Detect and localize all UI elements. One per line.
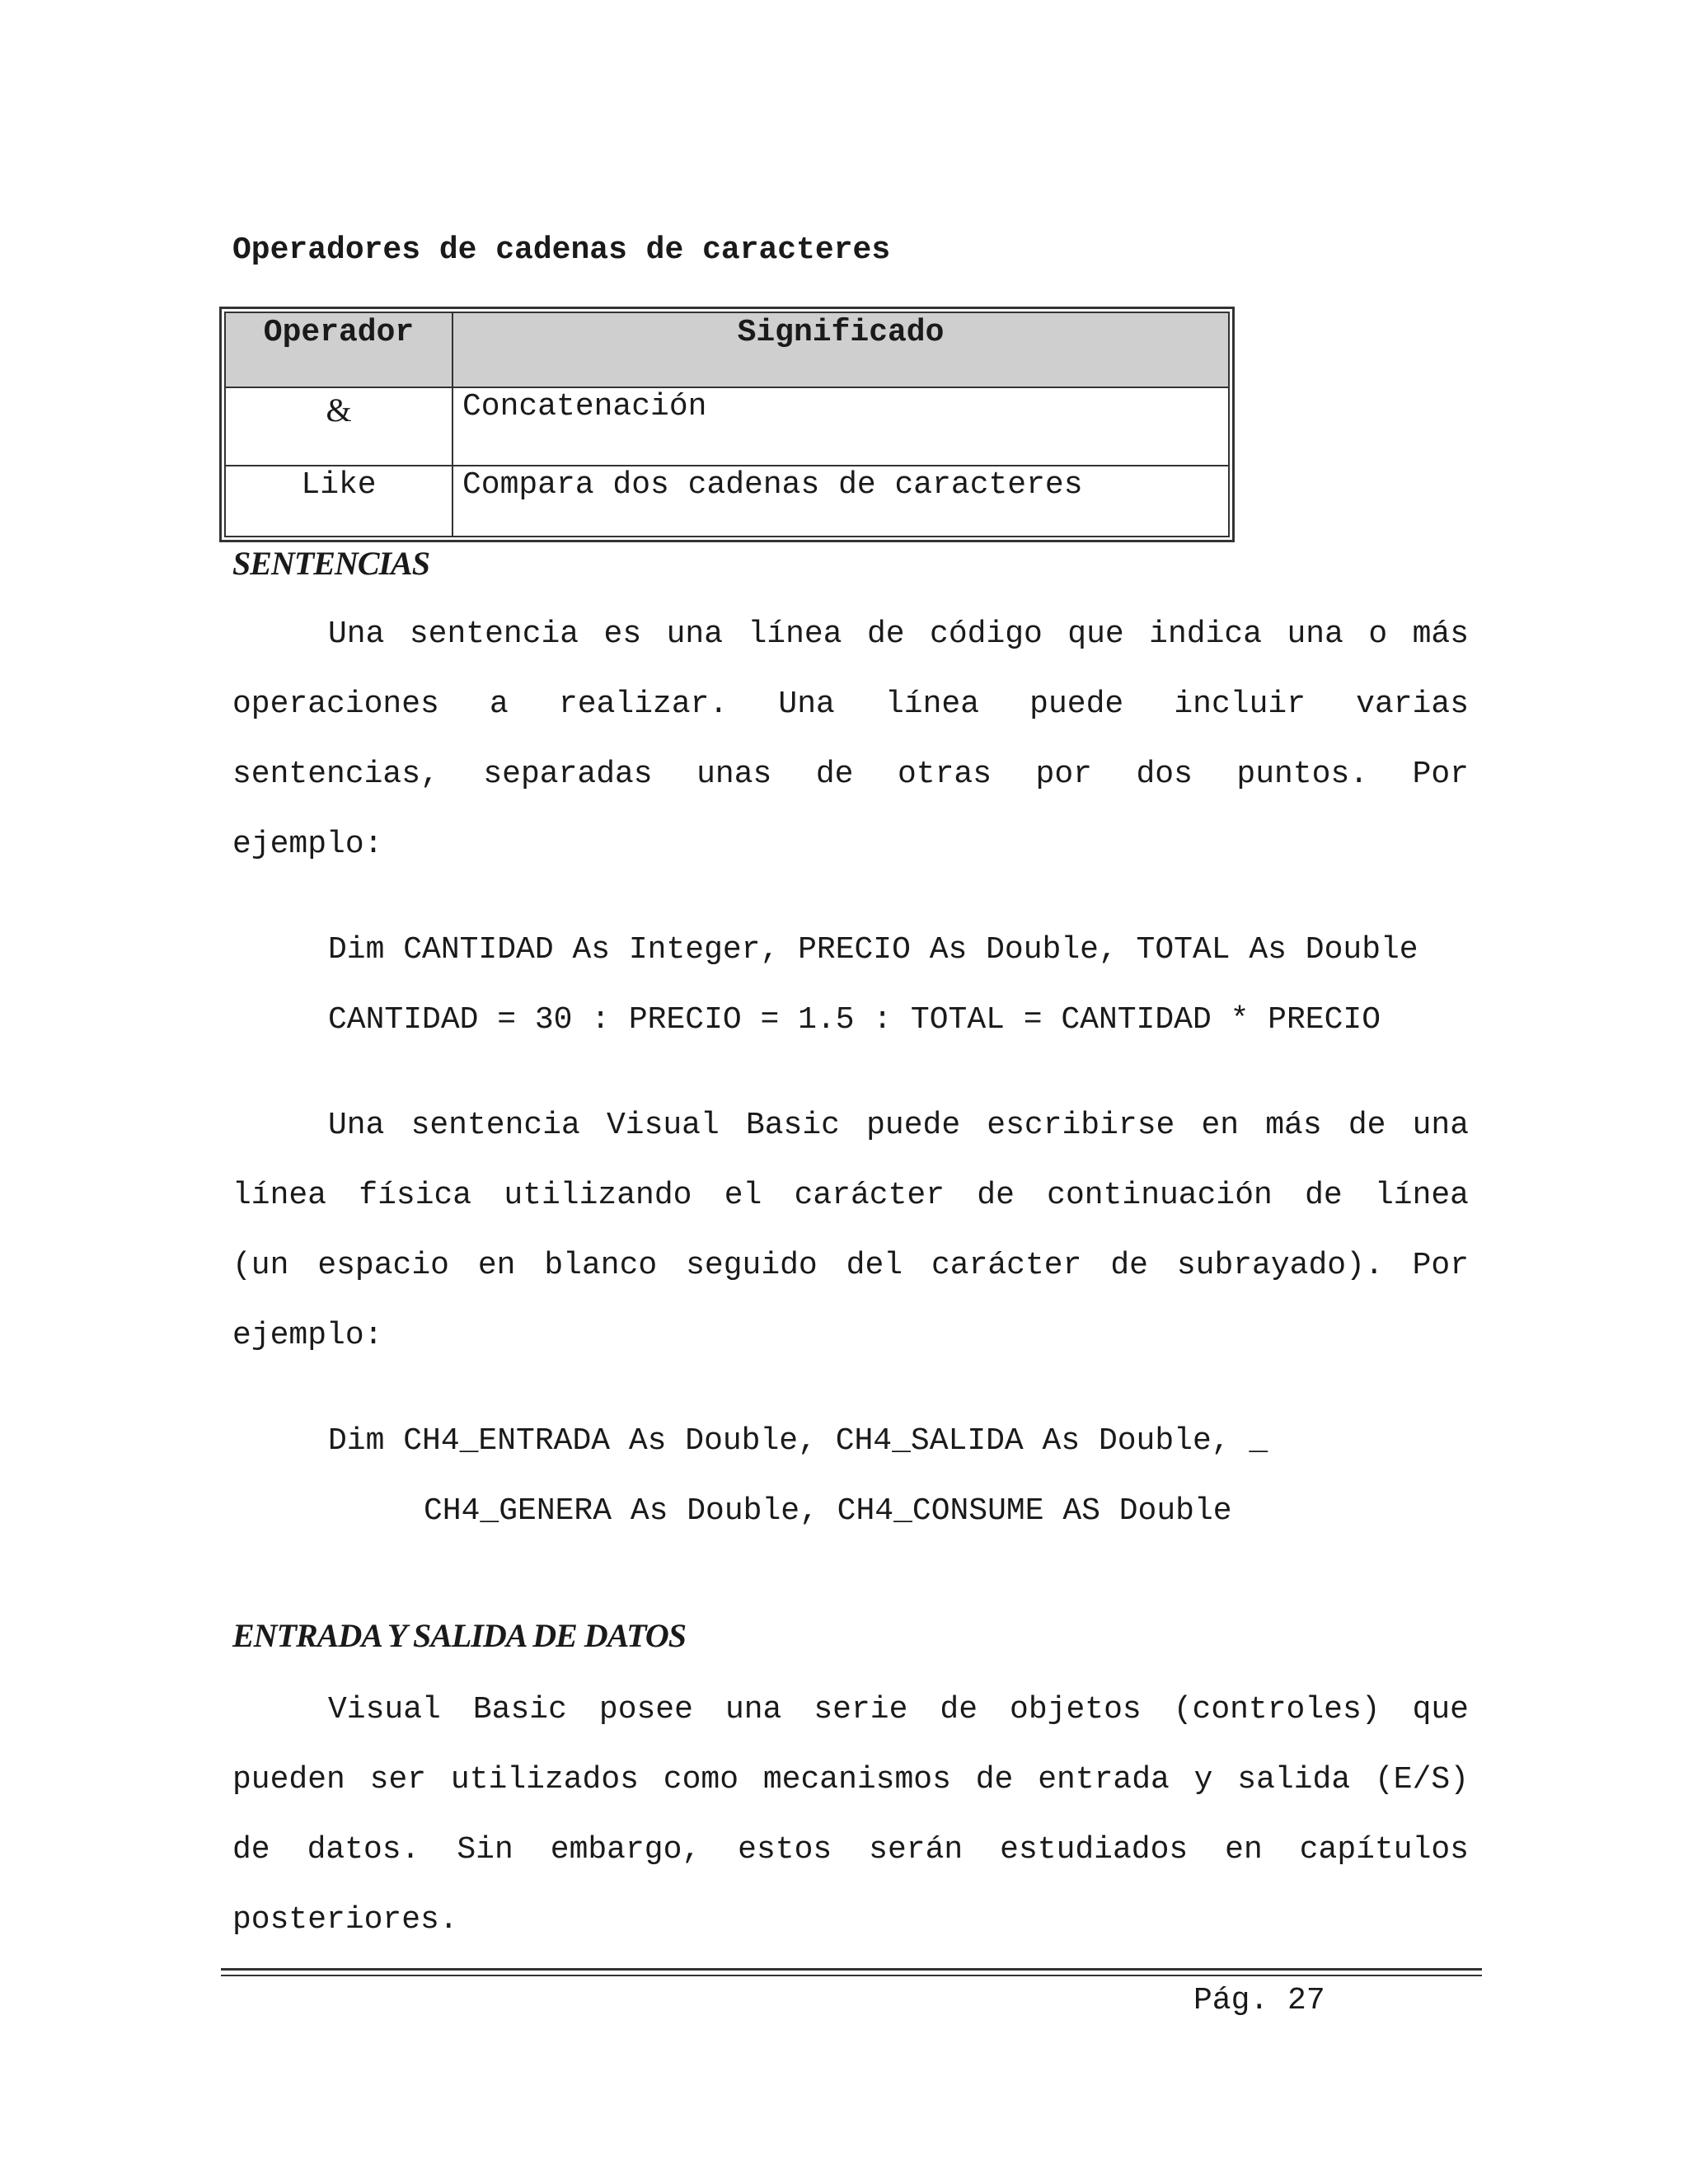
sentencias-heading: SENTENCIAS xyxy=(232,545,429,582)
table-cell-operator: & xyxy=(326,391,352,429)
paragraph-line: Una sentencia es una línea de código que indica una o más xyxy=(328,616,1469,652)
paragraph-line: Visual Basic posee una serie de objetos (controles) que xyxy=(328,1692,1469,1727)
table-cell-meaning: Compara dos cadenas de caracteres xyxy=(462,467,1083,503)
code-line: Dim CANTIDAD As Integer, PRECIO As Double, TOTAL As Double xyxy=(328,932,1418,968)
paragraph-line: sentencias, separadas unas de otras por dos puntos. Por xyxy=(232,757,1469,792)
paragraph-line: (un espacio en blanco seguido del carácter de subrayado). Por xyxy=(232,1248,1469,1283)
paragraph-line: operaciones a realizar. Una línea puede incluir varias xyxy=(232,687,1469,722)
section-title: Operadores de cadenas de caracteres xyxy=(232,232,891,268)
table-header-meaning: Significado xyxy=(737,315,945,350)
paragraph-line: Una sentencia Visual Basic puede escribirse en más de una xyxy=(328,1108,1469,1143)
table-header-operator: Operador xyxy=(263,315,415,350)
footer-rule xyxy=(221,1968,1482,1971)
code-line: Dim CH4_ENTRADA As Double, CH4_SALIDA As Double, _ xyxy=(328,1423,1268,1459)
paragraph-line: posteriores. xyxy=(232,1902,458,1938)
paragraph-line: ejemplo: xyxy=(232,1318,383,1353)
footer-rule xyxy=(221,1975,1482,1976)
table-cell-operator: Like xyxy=(301,467,377,503)
paragraph-line: línea física utilizando el carácter de continuación de línea xyxy=(232,1178,1469,1213)
table-cell-meaning: Concatenación xyxy=(462,389,707,424)
code-line: CH4_GENERA As Double, CH4_CONSUME AS Double xyxy=(424,1493,1232,1529)
code-line: CANTIDAD = 30 : PRECIO = 1.5 : TOTAL = CANTIDAD * PRECIO xyxy=(328,1002,1381,1038)
paragraph-line: de datos. Sin embargo, estos serán estudiados en capítulos xyxy=(232,1832,1469,1868)
paragraph-line: ejemplo: xyxy=(232,827,383,862)
paragraph-line: pueden ser utilizados como mecanismos de entrada y salida (E/S) xyxy=(232,1762,1469,1797)
page-number: Pág. 27 xyxy=(1193,1983,1325,2018)
entrada-salida-heading: ENTRADA Y SALIDA DE DATOS xyxy=(232,1617,686,1654)
